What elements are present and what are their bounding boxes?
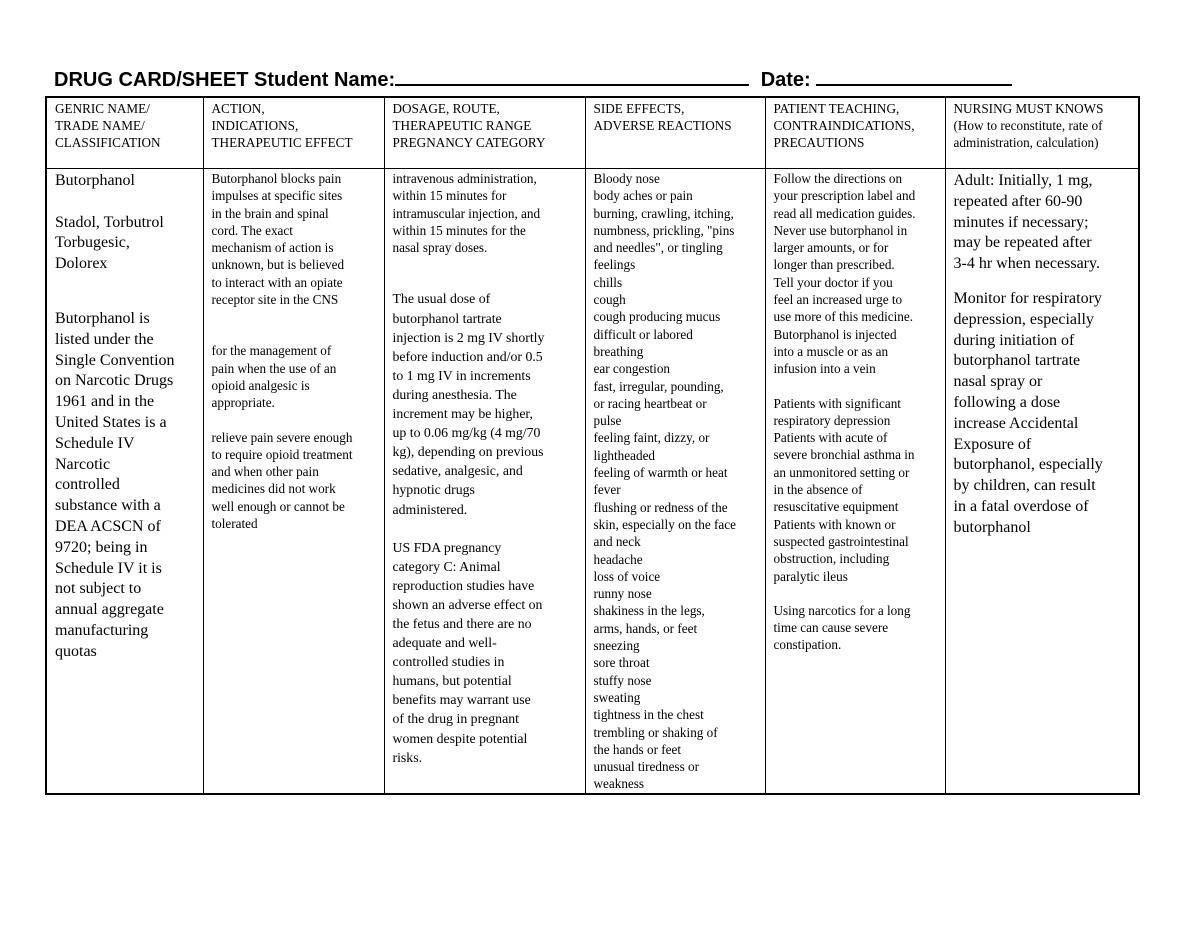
action-cell xyxy=(203,169,384,794)
directions-text: Follow the directions on your prescription label and read all medication guides. Never use butorphanol in larger amounts, or for longer than prescribed. Tell your doctor if you feel an increased urge to use more of this medicine. Butorphanol is injected into a muscle or as an infusion into a vein xyxy=(773,171,916,377)
pregnancy-category-text: US FDA pregnancy category C: Animal reproduction studies have shown an adverse effect on the fetus and there are no adequate and well- controlled studies in humans, but potential benefits may warrant use of the drug in pregnant women despite potential risks. xyxy=(392,539,543,765)
column-header-action: ACTION, INDICATIONS, THERAPEUTIC EFFECT xyxy=(211,101,353,150)
column-header-generic: GENRIC NAME/ TRADE NAME/ CLASSIFICATION xyxy=(55,101,161,150)
student-name-field[interactable] xyxy=(395,62,749,86)
nursing-cell xyxy=(945,169,1139,794)
drug-card-table xyxy=(45,96,1140,795)
header-cell xyxy=(945,97,1139,169)
column-header-teaching: PATIENT TEACHING, CONTRAINDICATIONS, PRECAUTIONS xyxy=(773,101,915,150)
nursing-dose-text: Adult: Initially, 1 mg, repeated after 60-90 minutes if necessary; may be repeated after 3-4 hr when necessary. xyxy=(953,172,1100,273)
therapeutic-effect-text: relieve pain severe enough to require opioid treatment and when other pain medicines did not work well enough or cannot be tolerated xyxy=(211,429,353,532)
date-field[interactable] xyxy=(816,62,1012,86)
header-cell xyxy=(384,97,585,169)
contraindications-text: Patients with significant respiratory depression Patients with acute of severe bronchial asthma in an unmonitored setting or in the absence of resuscitative equipment Patients with known or suspected gastrointestinal obstruction, including paralytic ileus xyxy=(773,395,915,584)
routes-text: intravenous administration, within 15 minutes for intramuscular injection, and within 15 minutes for the nasal spray doses. xyxy=(392,171,541,256)
date-label: Date: xyxy=(760,69,811,91)
mechanism-text: Butorphanol blocks pain impulses at specific sites in the brain and spinal cord. The exact mechanism of action is unknown, but is believed to interact with an opiate receptor site in the CNS xyxy=(211,171,345,308)
indication-text: for the management of pain when the use of an opioid analgesic is appropriate. xyxy=(211,343,337,411)
title-text: DRUG CARD/SHEET xyxy=(54,69,249,91)
header-cell xyxy=(765,97,945,169)
nursing-monitor-text: Monitor for respiratory depression, especially during initiation of butorphanol tartrate nasal spray or following a dose increase Accidental Exposure of butorphanol, especially by children, can result in a fatal overdose of butorphanol xyxy=(953,289,1103,536)
teaching-cell xyxy=(765,169,945,794)
column-header-dosage: DOSAGE, ROUTE, THERAPEUTIC RANGE PREGNANCY CATEGORY xyxy=(392,101,546,150)
header-cell xyxy=(585,97,765,169)
side-effects-text: Bloody nose body aches or pain burning, crawling, itching, numbness, prickling, "pins and needles", or tingling feelings chills cough cough producing mucus difficult or labored breathing ear congestion fast, irregular, pounding, or racing heartbeat or pulse feeling faint, dizzy, or lightheaded feeling of warmth or heat fever flushing or redness of the skin, especially on the face and neck headache loss of voice runny nose shakiness in the legs, arms, hands, or feet sneezing sore throat stuffy nose sweating tightness in the chest trembling or shaking of the hands or feet unusual tiredness or weakness xyxy=(593,171,736,792)
dosage-cell xyxy=(384,169,585,794)
header-cell xyxy=(46,97,203,169)
student-name-label: Student Name: xyxy=(254,69,396,91)
usual-dose-text: The usual dose of butorphanol tartrate injection is 2 mg IV shortly before induction and/or 0.5 to 1 mg IV in increments during anesthesia. The increment may be higher, up to 0.06 mg/kg (4 mg/70 kg), depending on previous sedative, analgesic, and hypnotic drugs administered. xyxy=(392,291,545,517)
page-title xyxy=(54,62,1154,95)
trade-names: Stadol, Torbutrol Torbugesic, Dolorex xyxy=(55,213,164,273)
header-cell xyxy=(203,97,384,169)
content-row xyxy=(46,169,1139,794)
side-effects-cell xyxy=(585,169,765,794)
column-header-side-effects: SIDE EFFECTS, ADVERSE REACTIONS xyxy=(593,101,732,133)
header-row xyxy=(46,97,1139,169)
generic-cell xyxy=(46,169,203,794)
precaution-text: Using narcotics for a long time can cause severe constipation. xyxy=(773,602,911,653)
generic-name: Butorphanol xyxy=(55,172,135,189)
column-header-nursing: NURSING MUST KNOWS (How to reconstitute, rate of administration, calculation) xyxy=(953,101,1104,150)
classification-text: Butorphanol is listed under the Single Convention on Narcotic Drugs 1961 and in the United States is a Schedule IV Narcotic controlled substance with a DEA ACSCN of 9720; being in Schedule IV it is not subject to annual aggregate manufacturing quotas xyxy=(55,309,175,660)
